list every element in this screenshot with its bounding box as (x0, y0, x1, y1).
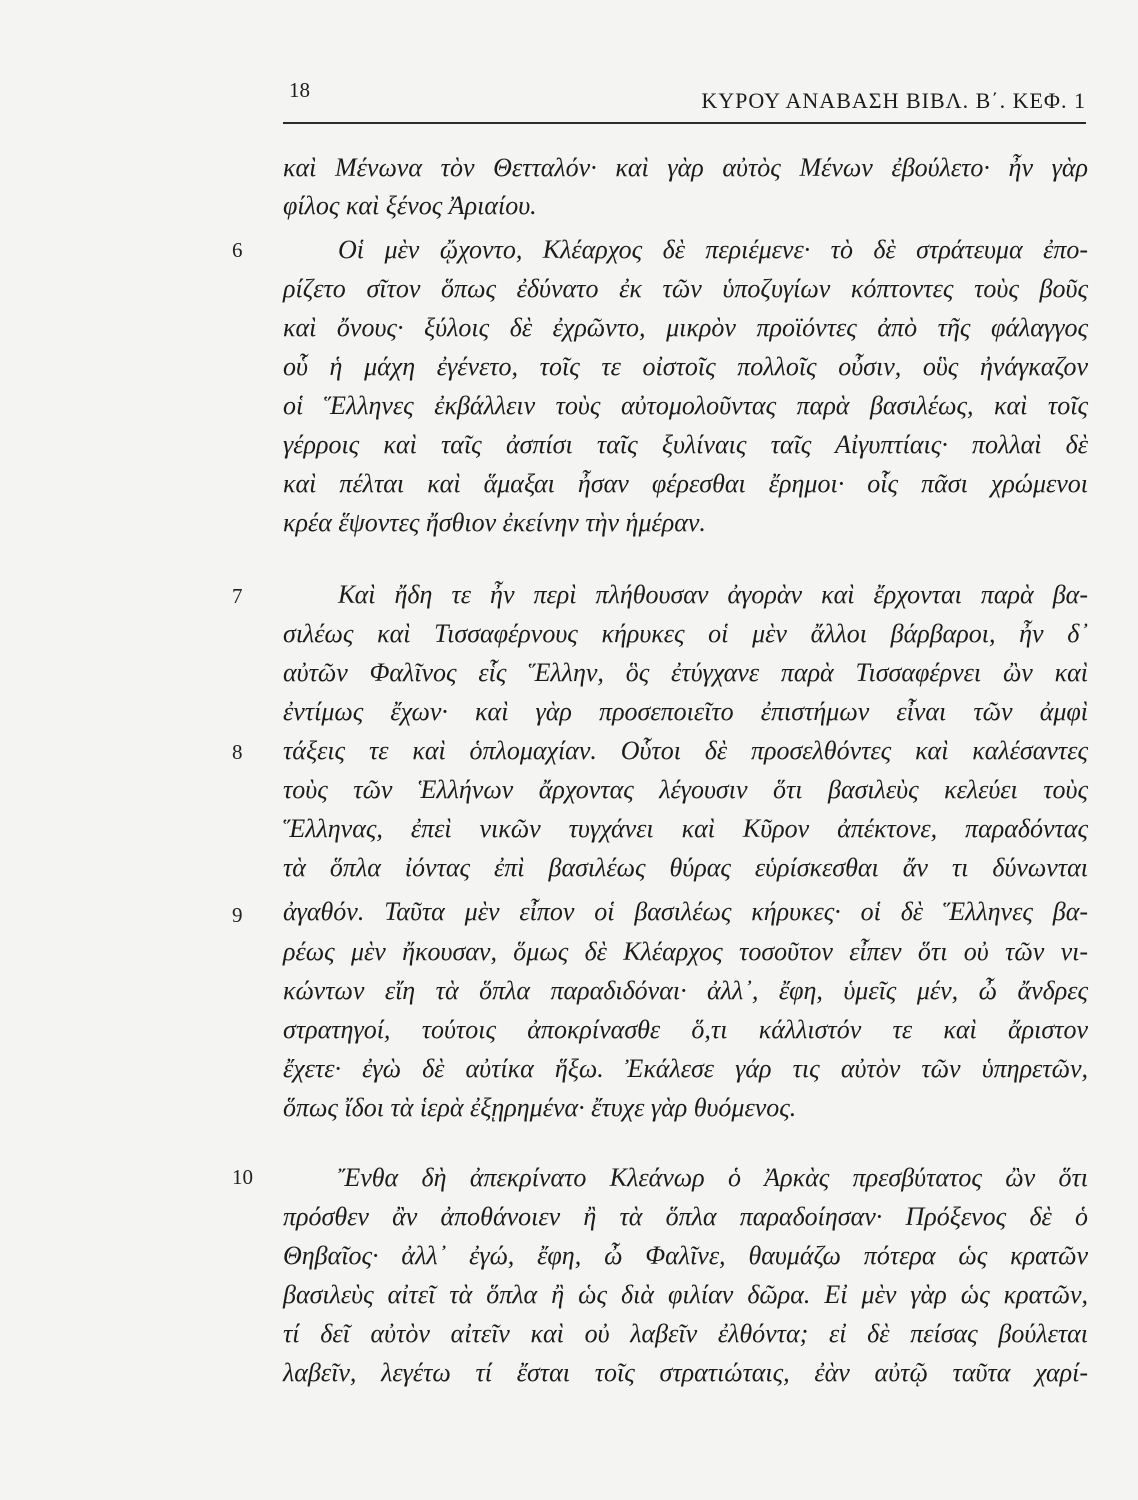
section-number: 8 (232, 740, 243, 764)
text-line: Καὶ ἤδη τε ἦν περὶ πλήθουσαν ἀγορὰν καὶ ἔρχονται παρὰ βα- (338, 580, 1088, 609)
text-line: στρατηγοί, τούτοις ἀποκρίνασθε ὅ,τι κάλλιστόν τε καὶ ἄριστον (283, 1015, 1088, 1044)
section-number: 7 (232, 584, 243, 608)
text-line: ὅπως ἴδοι τὰ ἱερὰ ἐξῃρημένα· ἔτυχε γὰρ θυόμενος. (283, 1093, 797, 1122)
text-line: ἀγαθόν. Ταῦτα μὲν εἶπον οἱ βασιλέως κήρυκες· οἱ δὲ Ἕλληνες βα- (283, 897, 1088, 926)
section-number: 10 (232, 1165, 253, 1189)
text-line: τί δεῖ αὐτὸν αἰτεῖν καὶ οὐ λαβεῖν ἐλθόντα; εἰ δὲ πείσας βούλεται (283, 1319, 1088, 1348)
text-line: αὐτῶν Φαλῖνος εἷς Ἕλλην, ὃς ἐτύγχανε παρὰ Τισσαφέρνει ὢν καὶ (283, 658, 1088, 687)
page-header (283, 78, 1086, 124)
text-line: ἔχετε· ἐγὼ δὲ αὐτίκα ἥξω. Ἐκάλεσε γάρ τις αὐτὸν τῶν ὑπηρετῶν, (283, 1054, 1088, 1083)
text-line: σιλέως καὶ Τισσαφέρνους κήρυκες οἱ μὲν ἄλλοι βάρβαροι, ἦν δ᾽ (283, 619, 1088, 648)
text-line: κώντων εἴη τὰ ὅπλα παραδιδόναι· ἀλλ᾽, ἔφη, ὑμεῖς μέν, ὦ ἄνδρες (283, 976, 1088, 1005)
text-line: τὰ ὅπλα ἰόντας ἐπὶ βασιλέως θύρας εὑρίσκεσθαι ἄν τι δύνωνται (283, 853, 1088, 882)
text-line: ρίζετο σῖτον ὅπως ἐδύνατο ἐκ τῶν ὑποζυγίων κόπτοντες τοὺς βοῦς (283, 274, 1088, 303)
section-number: 6 (232, 238, 243, 262)
text-line: Ἔνθα δὴ ἀπεκρίνατο Κλεάνωρ ὁ Ἀρκὰς πρεσβύτατος ὢν ὅτι (338, 1163, 1088, 1192)
text-line: βασιλεὺς αἰτεῖ τὰ ὅπλα ἢ ὡς διὰ φιλίαν δῶρα. Εἰ μὲν γὰρ ὡς κρατῶν, (283, 1280, 1088, 1309)
text-line: τάξεις τε καὶ ὁπλομαχίαν. Οὗτοι δὲ προσελθόντες καὶ καλέσαντες (283, 736, 1088, 765)
text-line: φίλος καὶ ξένος Ἀριαίου. (283, 191, 537, 220)
text-line: πρόσθεν ἂν ἀποθάνοιεν ἢ τὰ ὅπλα παραδοίησαν· Πρόξενος δὲ ὁ (283, 1202, 1088, 1231)
text-line: ρέως μὲν ἤκουσαν, ὅμως δὲ Κλέαρχος τοσοῦτον εἶπεν ὅτι οὐ τῶν νι- (283, 937, 1088, 966)
text-line: γέρροις καὶ ταῖς ἀσπίσι ταῖς ξυλίναις ταῖς Αἰγυπτίαις· πολλαὶ δὲ (283, 430, 1088, 459)
text-line: κρέα ἕψοντες ἤσθιον ἐκείνην τὴν ἡμέραν. (283, 508, 706, 537)
text-line: οὗ ἡ μάχη ἐγένετο, τοῖς τε οἰστοῖς πολλοῖς οὖσιν, οὓς ἠνάγκαζον (283, 352, 1088, 381)
text-line: καὶ Μένωνα τὸν Θετταλόν· καὶ γὰρ αὐτὸς Μένων ἐβούλετο· ἦν γὰρ (283, 153, 1088, 182)
text-line: Οἱ μὲν ᾤχοντο, Κλέαρχος δὲ περιέμενε· τὸ δὲ στράτευμα ἐπο- (338, 235, 1088, 264)
text-line: τοὺς τῶν Ἑλλήνων ἄρχοντας λέγουσιν ὅτι βασιλεὺς κελεύει τοὺς (283, 775, 1088, 804)
text-line: καὶ πέλται καὶ ἅμαξαι ἦσαν φέρεσθαι ἔρημοι· οἷς πᾶσι χρώμενοι (283, 469, 1088, 498)
section-number: 9 (232, 903, 243, 927)
text-line: οἱ Ἕλληνες ἐκβάλλειν τοὺς αὐτομολοῦντας παρὰ βασιλέως, καὶ τοῖς (283, 391, 1088, 420)
text-line: Θηβαῖος· ἀλλ᾽ ἐγώ, ἔφη, ὦ Φαλῖνε, θαυμάζω πότερα ὡς κρατῶν (283, 1241, 1088, 1270)
page-number: 18 (289, 78, 310, 102)
text-line: Ἕλληνας, ἐπεὶ νικῶν τυγχάνει καὶ Κῦρον ἀπέκτονε, παραδόντας (283, 814, 1088, 843)
text-line: ἐντίμως ἔχων· καὶ γὰρ προσεποιεῖτο ἐπιστήμων εἶναι τῶν ἀμφὶ (283, 697, 1088, 726)
text-line: λαβεῖν, λεγέτω τί ἔσται τοῖς στρατιώταις, ἐὰν αὐτῷ ταῦτα χαρί- (283, 1358, 1088, 1387)
text-line: καὶ ὄνους· ξύλοις δὲ ἐχρῶντο, μικρὸν προϊόντες ἀπὸ τῆς φάλαγγος (283, 313, 1088, 342)
running-head: ΚΥΡΟΥ ΑΝΑΒΑΣΗ ΒΙΒΛ. Β΄. ΚΕΦ. 1 (701, 88, 1086, 113)
